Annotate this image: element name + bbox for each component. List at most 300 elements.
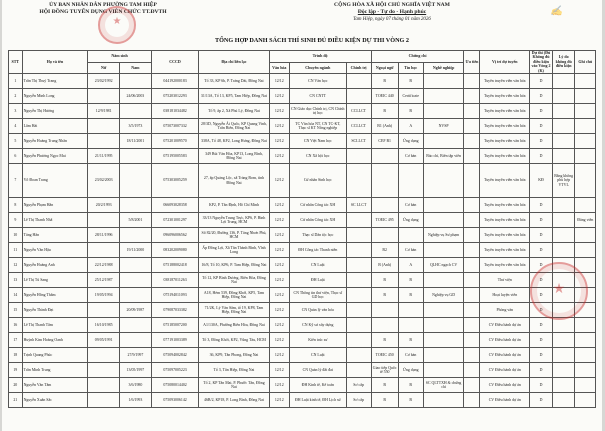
cell-priority xyxy=(464,363,480,378)
cell-job xyxy=(423,243,464,258)
cell-priority xyxy=(464,288,480,303)
issuer-line-1: ỦY BAN NHÂN DÂN PHƯỜNG TAM HIỆP xyxy=(49,2,157,8)
cell-male xyxy=(120,288,152,303)
cell-priority xyxy=(464,258,480,273)
cell-notcond xyxy=(552,198,575,213)
cell-male xyxy=(120,228,152,243)
cell-notcond xyxy=(552,134,575,149)
cell-male xyxy=(120,273,152,288)
cell-foreign: B xyxy=(371,393,398,408)
cell-job xyxy=(423,104,464,119)
cell-position: Tuyên truyền viên văn hóa xyxy=(480,134,530,149)
table-row xyxy=(9,104,596,119)
cell-cccd: 075195005583 xyxy=(151,149,199,164)
cell-foreign: TOEIC 440 xyxy=(371,89,398,104)
cell-foreign: B xyxy=(371,74,398,89)
cell-general: 12/12 xyxy=(269,89,289,104)
cell-general: 12/12 xyxy=(269,348,289,363)
cell-stt: 7 xyxy=(9,164,23,198)
cell-priority xyxy=(464,164,480,198)
cell-note xyxy=(575,363,596,378)
cell-note xyxy=(575,393,596,408)
col-name: Họ và tên xyxy=(22,51,88,74)
col-priority: Ưu tiên xyxy=(464,51,480,74)
col-major: Chuyên ngành xyxy=(289,62,346,74)
table-row xyxy=(9,164,596,198)
cell-male xyxy=(120,164,152,198)
cell-position: Tuyên truyền viên văn hóa xyxy=(480,258,530,273)
cell-it xyxy=(398,318,423,333)
cell-male: 24/06/2003 xyxy=(120,89,152,104)
cell-political: SC LLCT xyxy=(346,198,371,213)
cell-major: CN Văn học xyxy=(289,74,346,89)
cell-position: Thư viện xyxy=(480,273,530,288)
cell-job: Nghiệp vụ Sư phạm xyxy=(423,228,464,243)
cell-notcond xyxy=(552,348,575,363)
cell-cccd: 075194011093 xyxy=(151,288,199,303)
cell-address: 27, ấp Quảng Lộc, xã Trảng Bom, tỉnh Đồng Nai xyxy=(199,164,269,198)
cell-priority xyxy=(464,89,480,104)
cell-notcond xyxy=(552,213,575,228)
cell-male: 3/6/1980 xyxy=(120,378,152,393)
cell-note xyxy=(575,228,596,243)
cell-cccd: 075080014402 xyxy=(151,378,199,393)
document-title: TỔNG HỢP DANH SÁCH THÍ SINH ĐỦ ĐIỀU KIỆN DỰ THI VÒNG 2 xyxy=(214,37,410,44)
cell-name: Lê Thị Thanh Tâm xyxy=(22,318,88,333)
cell-note xyxy=(575,348,596,363)
cell-name: Nguyễn Thị Hương xyxy=(22,104,88,119)
cell-exempt: D xyxy=(530,198,553,213)
cell-stt: 13 xyxy=(9,273,23,288)
cell-position: Tuyên truyền viên văn hóa xyxy=(480,164,530,198)
cell-address: Tổ 3, Tân Hiệp, Đồng Nai xyxy=(199,363,269,378)
cell-female xyxy=(88,89,120,104)
cell-address: Tổ 2, KP Tân Mai, P. Phước Tân, Đồng Nai xyxy=(199,378,269,393)
cell-cccd: 075094002842 xyxy=(151,348,199,363)
cell-major: ĐH Luật kinh tế, ĐH Lịch sử xyxy=(289,393,346,408)
cell-political xyxy=(346,243,371,258)
cell-female: 22/12/1988 xyxy=(88,258,120,273)
cell-cccd: 066093028358 xyxy=(151,198,199,213)
cell-general: 12/12 xyxy=(269,228,289,243)
cell-address: Tổ 12, KP Bình Dương, Biên Hòa, Đồng Nai xyxy=(199,273,269,288)
cell-stt: 1 xyxy=(9,74,23,89)
cell-major: Thạc sĩ Dân tộc học xyxy=(289,228,346,243)
cell-political xyxy=(346,213,371,228)
cell-address: A1/130A, Phường Biên Hòa, Đồng Nai xyxy=(199,318,269,333)
cell-name: Nguyễn Thành Đạt xyxy=(22,303,88,318)
table-row xyxy=(9,333,596,348)
col-exempt: Dự thi (Đủ Không đủ điều kiện vào Vòng 2 (K) xyxy=(531,50,551,73)
cell-stt: 3 xyxy=(9,104,23,119)
cell-general: 12/12 xyxy=(269,363,289,378)
cell-major: Kiến trúc sư xyxy=(289,333,346,348)
cell-address: 349 Bùi Văn Hòa, KP13, Long Bình, Đồng Nai xyxy=(199,149,269,164)
cell-job: Báo chí, Biên tập viên xyxy=(423,149,464,164)
cell-note xyxy=(575,198,596,213)
cell-priority xyxy=(464,149,480,164)
cell-notcond xyxy=(552,333,575,348)
cell-it: Cơ bản xyxy=(398,348,423,363)
cell-cccd: 075097005223 xyxy=(151,363,199,378)
col-female: Nữ xyxy=(88,62,120,74)
cell-notcond xyxy=(552,393,575,408)
cell-political: SCLLCT xyxy=(346,134,371,149)
cell-notcond xyxy=(552,378,575,393)
cell-major: ĐH Kinh tế, Kế toán xyxy=(289,378,346,393)
cell-exempt: D xyxy=(530,288,553,303)
cell-job xyxy=(423,273,464,288)
cell-cccd: 038187011263 xyxy=(151,273,199,288)
issuer-line-2: HỘI ĐỒNG TUYỂN DỤNG VIÊN CHỨC TT.ĐVTH xyxy=(39,9,167,15)
cell-address: A18, Hẻm 539, Đồng Khởi, KP5, Tam Hiệp, Đồng Nai xyxy=(199,288,269,303)
cell-political xyxy=(346,258,371,273)
col-political: Chính trị xyxy=(346,62,371,74)
cell-name: Huỳnh Kim Hoàng Oanh xyxy=(22,333,88,348)
cell-exempt: D xyxy=(530,318,553,333)
cell-general: 12/12 xyxy=(269,149,289,164)
cell-female: 21/11/1995 xyxy=(88,149,120,164)
cell-female xyxy=(88,348,120,363)
cell-name: Tăng Hân xyxy=(22,228,88,243)
cell-female xyxy=(88,134,120,149)
cell-stt: 11 xyxy=(9,243,23,258)
cell-job xyxy=(423,318,464,333)
cell-major: CN Luật xyxy=(289,258,346,273)
cell-exempt: KĐ xyxy=(530,164,553,198)
cell-address: 31/13A, Tổ 13, KP5, Tam Hiệp, Đồng Nai xyxy=(199,89,269,104)
cell-position: Tuyên truyền viên văn hóa xyxy=(480,213,530,228)
cell-job xyxy=(423,333,464,348)
cell-address: 338A, Tổ 48, KP2, Long Hưng, Đồng Nai xyxy=(199,134,269,149)
table-row xyxy=(9,378,596,393)
cell-job xyxy=(423,393,464,408)
cell-job xyxy=(423,74,464,89)
cell-female: 12/9/1981 xyxy=(88,104,120,119)
cell-it: B xyxy=(398,104,423,119)
cell-foreign xyxy=(371,149,398,164)
cell-foreign xyxy=(371,228,398,243)
cell-name: Trần Minh Trung xyxy=(22,363,88,378)
cell-female: 23/02/1992 xyxy=(88,74,120,89)
cell-address: 28/3D, Nguyễn Ái Quốc, KP Quang Vinh, Trấn Biên, Đồng Nai xyxy=(199,119,269,134)
cell-exempt: D xyxy=(530,74,553,89)
cell-it: B xyxy=(398,288,423,303)
cell-major: CN Xã hội học xyxy=(289,149,346,164)
cell-it: B xyxy=(398,273,423,288)
table-row xyxy=(9,303,596,318)
cell-major: CN Quản lý đất đai xyxy=(289,363,346,378)
cell-female xyxy=(88,393,120,408)
cell-cccd: 072301001297 xyxy=(151,213,199,228)
cell-male: 20/09/1987 xyxy=(120,303,152,318)
cell-priority xyxy=(464,198,480,213)
cell-general: 12/12 xyxy=(269,378,289,393)
cell-political xyxy=(346,318,371,333)
cell-note xyxy=(575,89,596,104)
table-row xyxy=(9,198,596,213)
cell-position: Tuyên truyền viên văn hóa xyxy=(480,198,530,213)
cell-stt: 10 xyxy=(9,228,23,243)
cell-general: 12/12 xyxy=(269,119,289,134)
cell-female: 28/11/1996 xyxy=(88,228,120,243)
cell-major: CN CNTT xyxy=(289,89,346,104)
cell-job: Nghiệp vụ GD xyxy=(423,288,464,303)
cell-male xyxy=(120,104,152,119)
cell-major: CN Luật xyxy=(289,348,346,363)
cell-foreign xyxy=(371,164,398,198)
col-male: Nam xyxy=(120,62,152,74)
cell-female: 23/02/2003 xyxy=(88,164,120,198)
cell-note xyxy=(575,333,596,348)
cell-foreign: B xyxy=(371,288,398,303)
cell-name: Nguyễn Hoàng Anh xyxy=(22,258,88,273)
cell-it: B xyxy=(398,393,423,408)
table-row xyxy=(9,318,596,333)
cell-name: Nguyễn Văn Hậu xyxy=(22,243,88,258)
cell-cccd: 075201009570 xyxy=(151,134,199,149)
cell-priority xyxy=(464,104,480,119)
cell-priority xyxy=(464,134,480,149)
cell-job xyxy=(423,198,464,213)
cell-general: 12/12 xyxy=(269,318,289,333)
cell-notcond xyxy=(552,243,575,258)
col-dob-group: Năm sinh xyxy=(88,51,151,63)
cell-name: Nguyễn Minh Long xyxy=(22,89,88,104)
cell-female: 16/10/1985 xyxy=(88,318,120,333)
cell-foreign: TOEIC 450 xyxy=(371,348,398,363)
cell-position: Tuyên truyền viên văn hóa xyxy=(480,104,530,119)
table-row xyxy=(9,119,596,134)
cell-male xyxy=(120,198,152,213)
cell-name: Lê Thị Tú Sang xyxy=(22,273,88,288)
cell-job xyxy=(423,348,464,363)
cell-position: Tuyên truyền viên văn hóa xyxy=(480,119,530,134)
cell-priority xyxy=(464,378,480,393)
cell-male xyxy=(120,258,152,273)
cell-male: 27/9/1997 xyxy=(120,348,152,363)
cell-stt: 17 xyxy=(9,333,23,348)
cell-female xyxy=(88,378,120,393)
cell-major: CN Thông tin thư viện, Thạc sĩ GD học xyxy=(289,288,346,303)
cell-address: 16/8, Tổ 10, KP6, P. Tam Hiệp, Đồng Nai xyxy=(199,258,269,273)
cell-position: CV Điều hành dự án xyxy=(480,378,530,393)
cell-general: 12/12 xyxy=(269,134,289,149)
cell-priority xyxy=(464,393,480,408)
cell-job xyxy=(423,213,464,228)
table-row xyxy=(9,288,596,303)
cell-position: Hoạt luyện viên xyxy=(480,288,530,303)
signature-mark: ✍ xyxy=(550,6,563,17)
cell-political xyxy=(346,149,371,164)
col-cert-group: Chứng chỉ xyxy=(371,51,464,63)
cell-job xyxy=(423,363,464,378)
cell-foreign: B xyxy=(371,273,398,288)
col-edu-group: Trình độ xyxy=(269,51,371,63)
cell-name: Nguyễn Phạm Hân xyxy=(22,198,88,213)
cell-political: Sơ cấp xyxy=(346,378,371,393)
table-row xyxy=(9,149,596,164)
cell-notcond xyxy=(552,363,575,378)
table-row xyxy=(9,348,596,363)
cell-major: CN Việt Nam học xyxy=(289,134,346,149)
col-note: Ghi chú xyxy=(575,51,596,74)
cell-political xyxy=(346,164,371,198)
cell-general: 12/12 xyxy=(269,74,289,89)
cell-it: B xyxy=(398,74,423,89)
cell-general: 12/12 xyxy=(269,104,289,119)
cell-job xyxy=(423,164,464,198)
cell-stt: 4 xyxy=(9,119,23,134)
cell-address: 36, KP9, Tân Phong, Đồng Nai xyxy=(199,348,269,363)
cell-address: Tổ 9, ấp 2, Xã Phú Lý, Đồng Nai xyxy=(199,104,269,119)
cell-cccd: 044192000183 xyxy=(151,74,199,89)
table-row xyxy=(9,243,596,258)
cell-position: CV Điều hành dự án xyxy=(480,363,530,378)
seal-stamp-left: ★ xyxy=(98,6,136,44)
cell-female: 19/05/1994 xyxy=(88,288,120,303)
cell-general: 12/12 xyxy=(269,164,289,198)
cell-address: 71/2K, Lý Văn Sâm, tổ 19, KP8, Tam Hiệp, Đồng Nai xyxy=(199,303,269,318)
cell-male xyxy=(120,74,152,89)
cell-cccd: 096096006562 xyxy=(151,228,199,243)
cell-it xyxy=(398,228,423,243)
cell-exempt: D xyxy=(530,273,553,288)
cell-exempt: D xyxy=(530,243,553,258)
table-row xyxy=(9,74,596,89)
cell-notcond xyxy=(552,149,575,164)
cell-general: 12/12 xyxy=(269,243,289,258)
cell-political: CCLLCT xyxy=(346,104,371,119)
col-position: Vị trí dự tuyển xyxy=(480,51,530,74)
cell-political xyxy=(346,363,371,378)
cell-it: Cơ bản xyxy=(398,243,423,258)
cell-general: 12/12 xyxy=(269,198,289,213)
cell-it: Certificate xyxy=(398,89,423,104)
cell-stt: 18 xyxy=(9,348,23,363)
col-job: Nghề nghiệp xyxy=(423,62,464,74)
cell-female xyxy=(88,119,120,134)
cell-general: 12/12 xyxy=(269,258,289,273)
cell-exempt: D xyxy=(530,363,553,378)
cell-job xyxy=(423,89,464,104)
cell-male: 1/6/1993 xyxy=(120,393,152,408)
cell-priority xyxy=(464,74,480,89)
cell-job: SC QLTTXH & chứng chỉ xyxy=(423,378,464,393)
cell-notcond xyxy=(552,89,575,104)
cell-priority xyxy=(464,348,480,363)
cell-priority xyxy=(464,213,480,228)
cell-position: Tuyên truyền viên văn hóa xyxy=(480,149,530,164)
cell-major: TC Văn hóa NT, CN TC-KT, Thạc sĩ KT Nông nghiệp xyxy=(289,119,346,134)
cell-position: Tuyên truyền viên văn hóa xyxy=(480,74,530,89)
cell-political xyxy=(346,288,371,303)
cell-female: 20/2/1993 xyxy=(88,198,120,213)
cell-position: Tuyên truyền viên văn hóa xyxy=(480,228,530,243)
cell-note xyxy=(575,243,596,258)
cell-major: ĐH Công tác Thanh niên xyxy=(289,243,346,258)
cell-address: Tổ 33, KP 6b, P. Trảng Dài, Đồng Nai xyxy=(199,74,269,89)
cell-foreign xyxy=(371,198,398,213)
cell-cccd: 075303005259 xyxy=(151,164,199,198)
col-cccd: CCCD xyxy=(151,51,199,74)
cell-name: Nguyễn Văn Tâm xyxy=(22,378,88,393)
document-date: Tam Hiệp, ngày 07 tháng 01 năm 2026 xyxy=(353,17,431,22)
cell-general: 12/12 xyxy=(269,288,289,303)
cell-exempt: D xyxy=(530,303,553,318)
cell-priority xyxy=(464,243,480,258)
table-row xyxy=(9,134,596,149)
cell-priority xyxy=(464,333,480,348)
cell-note xyxy=(575,149,596,164)
cell-name: Lê Thị Thanh Nhã xyxy=(22,213,88,228)
cell-note xyxy=(575,164,596,198)
cell-male xyxy=(120,318,152,333)
cell-name: Nguyễn Xuân Sắc xyxy=(22,393,88,408)
cell-stt: 19 xyxy=(9,363,23,378)
table-row xyxy=(9,89,596,104)
cell-male: 19/11/2000 xyxy=(120,243,152,258)
cell-female xyxy=(88,303,120,318)
cell-political: CCLLCT xyxy=(346,119,371,134)
cell-position: Phòng văn xyxy=(480,303,530,318)
cell-cccd: 083202009080 xyxy=(151,243,199,258)
cell-stt: 14 xyxy=(9,288,23,303)
cell-general: 12/12 xyxy=(269,273,289,288)
cell-it: Cơ bản xyxy=(398,198,423,213)
cell-position: CV Điều hành dự án xyxy=(480,318,530,333)
cell-stt: 12 xyxy=(9,258,23,273)
col-stt: STT xyxy=(9,51,23,74)
cell-male: 18/11/2001 xyxy=(120,134,152,149)
cell-political xyxy=(346,303,371,318)
cell-political xyxy=(346,333,371,348)
cell-foreign xyxy=(371,303,398,318)
cell-job: QLHC ngạch CV xyxy=(423,258,464,273)
cell-cccd: 077191003389 xyxy=(151,333,199,348)
cell-stt: 6 xyxy=(9,149,23,164)
cell-major: Cử nhân Công tác XH xyxy=(289,213,346,228)
cell-notcond xyxy=(552,119,575,134)
cell-exempt: D xyxy=(530,228,553,243)
cell-male: 3/5/1973 xyxy=(120,119,152,134)
cell-major: Cử nhân Công tác XH xyxy=(289,198,346,213)
cell-it: A xyxy=(398,258,423,273)
cell-it: B xyxy=(398,333,423,348)
cell-foreign: B xyxy=(371,378,398,393)
cell-cccd: 075203012293 xyxy=(151,89,199,104)
cell-male xyxy=(120,333,152,348)
cell-general: 12/12 xyxy=(269,213,289,228)
table-row xyxy=(9,258,596,273)
cell-name: Trịnh Quang Phúc xyxy=(22,348,88,363)
cell-stt: 8 xyxy=(9,198,23,213)
cell-political xyxy=(346,348,371,363)
cell-male xyxy=(120,149,152,164)
cell-position: CV Điều hành dự án xyxy=(480,348,530,363)
cell-cccd: 075185007200 xyxy=(151,318,199,333)
cell-foreign: B (Anh) xyxy=(371,258,398,273)
cell-priority xyxy=(464,303,480,318)
cell-exempt: D xyxy=(530,378,553,393)
cell-exempt: D xyxy=(530,348,553,363)
table-row xyxy=(9,393,596,408)
cell-note xyxy=(575,318,596,333)
cell-note xyxy=(575,134,596,149)
cell-it: Ứng dụng xyxy=(398,363,423,378)
cell-political xyxy=(346,89,371,104)
cell-notcond xyxy=(552,104,575,119)
